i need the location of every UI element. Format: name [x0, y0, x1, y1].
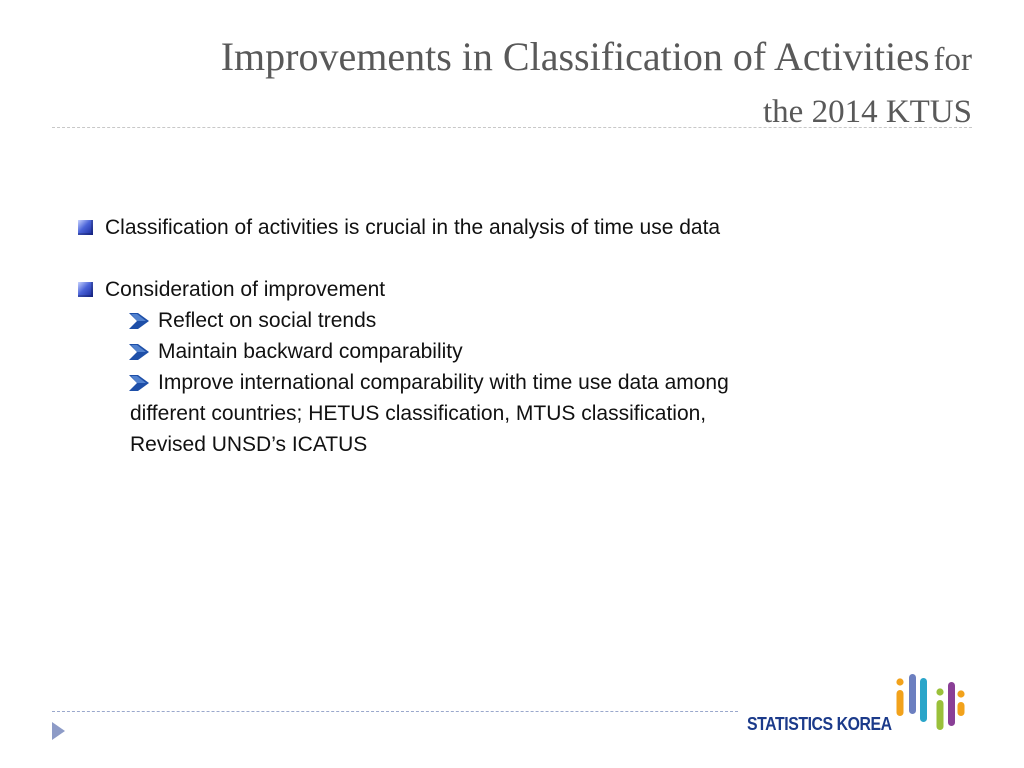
square-bullet-icon	[78, 282, 93, 297]
slide-body	[78, 212, 958, 460]
bullet-item-1	[78, 212, 958, 243]
title-divider	[52, 127, 972, 128]
bullet-item-2	[78, 274, 958, 305]
sub-bullet-1	[78, 305, 958, 336]
play-triangle-icon	[52, 722, 65, 740]
footer-divider	[52, 711, 738, 712]
arrow-bullet-icon	[129, 313, 151, 329]
slide-title	[52, 34, 972, 135]
sub-bullet-3	[78, 367, 958, 398]
bullet-text-2: Consideration of improvement	[105, 278, 386, 301]
statistics-korea-logo-text: STATISTICS KOREA	[747, 714, 892, 734]
bullet-text-1: Classification of activities is crucial in the analysis of time use data	[105, 216, 721, 239]
title-main-text: Improvements in Classification of Activities	[220, 34, 930, 79]
sub-bullet-3-continuation-1: different countries; HETUS classification, MTUS classification,	[130, 402, 707, 425]
sub-bullet-text-3: Improve international comparability with time use data among	[158, 371, 729, 394]
title-for-text: for	[933, 42, 972, 78]
sub-bullet-text-2: Maintain backward comparability	[158, 340, 463, 363]
title-line-1	[52, 34, 972, 89]
sub-bullet-3-continuation-2: Revised UNSD’s ICATUS	[130, 433, 368, 456]
title-line-2: the 2014 KTUS	[763, 94, 972, 130]
square-bullet-icon	[78, 220, 93, 235]
arrow-bullet-icon	[129, 375, 151, 391]
sub-bullet-2	[78, 336, 958, 367]
sub-bullet-text-1: Reflect on social trends	[158, 309, 377, 332]
statistics-korea-bars-icon	[890, 668, 972, 734]
arrow-bullet-icon	[129, 344, 151, 360]
